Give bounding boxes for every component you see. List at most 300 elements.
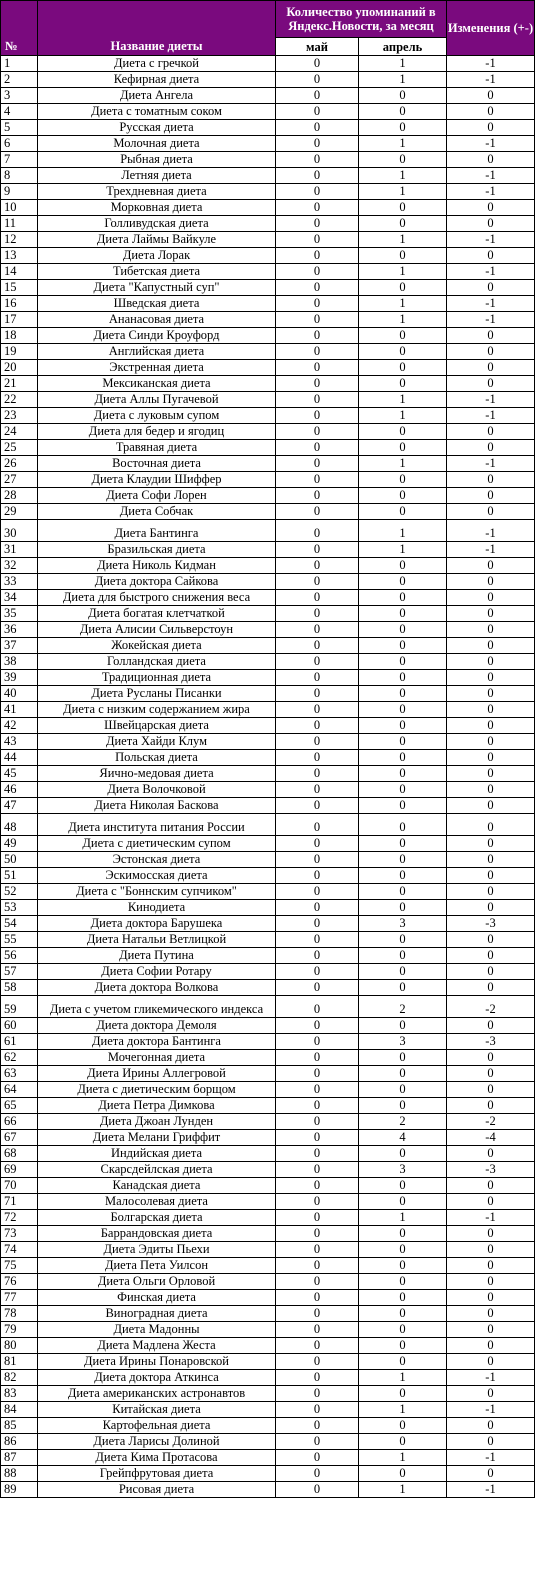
change-value: 0 bbox=[447, 718, 535, 734]
diet-name: Болгарская диета bbox=[38, 1210, 276, 1226]
row-number: 54 bbox=[1, 916, 38, 932]
diet-name: Диета американских астронавтов bbox=[38, 1386, 276, 1402]
april-count: 0 bbox=[359, 216, 447, 232]
change-value: -1 bbox=[447, 296, 535, 312]
april-count: 0 bbox=[359, 1178, 447, 1194]
table-row bbox=[1, 948, 535, 964]
table-row bbox=[1, 1146, 535, 1162]
table-row bbox=[1, 104, 535, 120]
may-count: 0 bbox=[276, 504, 359, 520]
change-value: 0 bbox=[447, 1178, 535, 1194]
table-row bbox=[1, 1386, 535, 1402]
april-count: 0 bbox=[359, 1018, 447, 1034]
table-row bbox=[1, 152, 535, 168]
table-row bbox=[1, 168, 535, 184]
april-count: 0 bbox=[359, 1274, 447, 1290]
april-count: 1 bbox=[359, 168, 447, 184]
table-row bbox=[1, 1082, 535, 1098]
row-number: 62 bbox=[1, 1050, 38, 1066]
table-row bbox=[1, 1258, 535, 1274]
diet-name: Трехдневная диета bbox=[38, 184, 276, 200]
table-row bbox=[1, 1434, 535, 1450]
change-value: -3 bbox=[447, 916, 535, 932]
table-row bbox=[1, 1114, 535, 1130]
table-row bbox=[1, 1274, 535, 1290]
may-count: 0 bbox=[276, 1418, 359, 1434]
may-count: 0 bbox=[276, 344, 359, 360]
may-count: 0 bbox=[276, 622, 359, 638]
april-count: 1 bbox=[359, 72, 447, 88]
change-value: 0 bbox=[447, 750, 535, 766]
may-count: 0 bbox=[276, 216, 359, 232]
row-number: 69 bbox=[1, 1162, 38, 1178]
change-value: -1 bbox=[447, 312, 535, 328]
change-value: 0 bbox=[447, 1434, 535, 1450]
may-count: 0 bbox=[276, 1242, 359, 1258]
row-number: 79 bbox=[1, 1322, 38, 1338]
april-count: 0 bbox=[359, 1098, 447, 1114]
change-value: 0 bbox=[447, 488, 535, 504]
change-value: 0 bbox=[447, 932, 535, 948]
change-value: -1 bbox=[447, 72, 535, 88]
may-count: 0 bbox=[276, 248, 359, 264]
april-count: 0 bbox=[359, 932, 447, 948]
change-value: 0 bbox=[447, 504, 535, 520]
row-number: 34 bbox=[1, 590, 38, 606]
table-row bbox=[1, 1018, 535, 1034]
diet-name: Эскимосская диета bbox=[38, 868, 276, 884]
table-row bbox=[1, 1418, 535, 1434]
row-number: 25 bbox=[1, 440, 38, 456]
change-value: 0 bbox=[447, 798, 535, 814]
row-number: 86 bbox=[1, 1434, 38, 1450]
row-number: 55 bbox=[1, 932, 38, 948]
april-count: 0 bbox=[359, 884, 447, 900]
april-count: 0 bbox=[359, 1066, 447, 1082]
row-number: 22 bbox=[1, 392, 38, 408]
april-count: 1 bbox=[359, 1450, 447, 1466]
row-number: 31 bbox=[1, 542, 38, 558]
row-number: 72 bbox=[1, 1210, 38, 1226]
row-number: 58 bbox=[1, 980, 38, 996]
change-value: 0 bbox=[447, 1098, 535, 1114]
change-value: -1 bbox=[447, 520, 535, 542]
may-count: 0 bbox=[276, 424, 359, 440]
table-row bbox=[1, 136, 535, 152]
diet-name: Диета богатая клетчаткой bbox=[38, 606, 276, 622]
may-count: 0 bbox=[276, 1434, 359, 1450]
table-row bbox=[1, 782, 535, 798]
table-row bbox=[1, 702, 535, 718]
diet-name: Диета доктора Демоля bbox=[38, 1018, 276, 1034]
april-count: 0 bbox=[359, 152, 447, 168]
table-row bbox=[1, 638, 535, 654]
diet-name: Индийская диета bbox=[38, 1146, 276, 1162]
diet-name: Эстонская диета bbox=[38, 852, 276, 868]
row-number: 1 bbox=[1, 56, 38, 72]
diet-name: Шведская диета bbox=[38, 296, 276, 312]
diet-name: Морковная диета bbox=[38, 200, 276, 216]
may-count: 0 bbox=[276, 1210, 359, 1226]
may-count: 0 bbox=[276, 1162, 359, 1178]
table-body bbox=[1, 56, 535, 1498]
may-count: 0 bbox=[276, 574, 359, 590]
diet-name: Диета с гречкой bbox=[38, 56, 276, 72]
april-count: 0 bbox=[359, 718, 447, 734]
may-count: 0 bbox=[276, 734, 359, 750]
april-count: 0 bbox=[359, 622, 447, 638]
table-row bbox=[1, 718, 535, 734]
april-count: 1 bbox=[359, 264, 447, 280]
change-value: -3 bbox=[447, 1162, 535, 1178]
may-count: 0 bbox=[276, 312, 359, 328]
change-value: 0 bbox=[447, 814, 535, 836]
table-row bbox=[1, 996, 535, 1018]
diet-name: Диета доктора Барушека bbox=[38, 916, 276, 932]
april-count: 0 bbox=[359, 606, 447, 622]
change-value: -1 bbox=[447, 1370, 535, 1386]
diet-name: Диета Кима Протасова bbox=[38, 1450, 276, 1466]
diet-name: Яично-медовая диета bbox=[38, 766, 276, 782]
row-number: 78 bbox=[1, 1306, 38, 1322]
diet-name: Диета Синди Кроуфорд bbox=[38, 328, 276, 344]
table-row bbox=[1, 56, 535, 72]
may-count: 0 bbox=[276, 1018, 359, 1034]
table-row bbox=[1, 424, 535, 440]
change-value: 0 bbox=[447, 248, 535, 264]
table-row bbox=[1, 328, 535, 344]
may-count: 0 bbox=[276, 1098, 359, 1114]
table-row bbox=[1, 1466, 535, 1482]
april-count: 4 bbox=[359, 1130, 447, 1146]
header-mentions-group: Количество упоминаний в Яндекс.Новости, за месяц bbox=[276, 1, 447, 38]
change-value: 0 bbox=[447, 702, 535, 718]
change-value: 0 bbox=[447, 1194, 535, 1210]
diet-name: Тибетская диета bbox=[38, 264, 276, 280]
change-value: 0 bbox=[447, 200, 535, 216]
april-count: 0 bbox=[359, 440, 447, 456]
diet-name: Молочная диета bbox=[38, 136, 276, 152]
table-row bbox=[1, 1050, 535, 1066]
april-count: 1 bbox=[359, 184, 447, 200]
row-number: 87 bbox=[1, 1450, 38, 1466]
april-count: 0 bbox=[359, 360, 447, 376]
row-number: 60 bbox=[1, 1018, 38, 1034]
row-number: 74 bbox=[1, 1242, 38, 1258]
may-count: 0 bbox=[276, 328, 359, 344]
may-count: 0 bbox=[276, 280, 359, 296]
row-number: 24 bbox=[1, 424, 38, 440]
row-number: 12 bbox=[1, 232, 38, 248]
table-row bbox=[1, 590, 535, 606]
diet-name: Диета Ирины Понаровской bbox=[38, 1354, 276, 1370]
may-count: 0 bbox=[276, 120, 359, 136]
table-row bbox=[1, 1306, 535, 1322]
diet-name: Диета Волочковой bbox=[38, 782, 276, 798]
april-count: 0 bbox=[359, 280, 447, 296]
table-row bbox=[1, 472, 535, 488]
header-diet-name: Название диеты bbox=[38, 1, 276, 56]
april-count: 1 bbox=[359, 542, 447, 558]
change-value: 0 bbox=[447, 344, 535, 360]
table-row bbox=[1, 686, 535, 702]
april-count: 2 bbox=[359, 996, 447, 1018]
may-count: 0 bbox=[276, 1402, 359, 1418]
may-count: 0 bbox=[276, 56, 359, 72]
diet-name: Польская диета bbox=[38, 750, 276, 766]
table-row bbox=[1, 900, 535, 916]
table-row bbox=[1, 750, 535, 766]
row-number: 36 bbox=[1, 622, 38, 638]
diet-name: Швейцарская диета bbox=[38, 718, 276, 734]
diet-name: Диета с диетическим борщом bbox=[38, 1082, 276, 1098]
diet-name: Голливудская диета bbox=[38, 216, 276, 232]
row-number: 17 bbox=[1, 312, 38, 328]
table-row bbox=[1, 1338, 535, 1354]
april-count: 0 bbox=[359, 344, 447, 360]
row-number: 66 bbox=[1, 1114, 38, 1130]
change-value: -1 bbox=[447, 392, 535, 408]
diet-name: Диета Лорак bbox=[38, 248, 276, 264]
may-count: 0 bbox=[276, 296, 359, 312]
diet-name: Диета Петра Димкова bbox=[38, 1098, 276, 1114]
diet-name: Китайская диета bbox=[38, 1402, 276, 1418]
row-number: 18 bbox=[1, 328, 38, 344]
april-count: 1 bbox=[359, 1210, 447, 1226]
diet-name: Канадская диета bbox=[38, 1178, 276, 1194]
row-number: 19 bbox=[1, 344, 38, 360]
change-value: 0 bbox=[447, 328, 535, 344]
diet-name: Скарсдейлская диета bbox=[38, 1162, 276, 1178]
diet-name: Диета Аллы Пугачевой bbox=[38, 392, 276, 408]
april-count: 1 bbox=[359, 1482, 447, 1498]
may-count: 0 bbox=[276, 782, 359, 798]
row-number: 64 bbox=[1, 1082, 38, 1098]
april-count: 0 bbox=[359, 670, 447, 686]
row-number: 73 bbox=[1, 1226, 38, 1242]
may-count: 0 bbox=[276, 590, 359, 606]
table-row bbox=[1, 1370, 535, 1386]
row-number: 23 bbox=[1, 408, 38, 424]
change-value: 0 bbox=[447, 670, 535, 686]
table-row bbox=[1, 734, 535, 750]
diet-name: Диета Ирины Аллегровой bbox=[38, 1066, 276, 1082]
diet-name: Рисовая диета bbox=[38, 1482, 276, 1498]
diet-name: Диета Путина bbox=[38, 948, 276, 964]
table-row bbox=[1, 558, 535, 574]
table-row bbox=[1, 542, 535, 558]
april-count: 0 bbox=[359, 1322, 447, 1338]
row-number: 52 bbox=[1, 884, 38, 900]
diet-name: Диета с диетическим супом bbox=[38, 836, 276, 852]
may-count: 0 bbox=[276, 152, 359, 168]
diet-name: Виноградная диета bbox=[38, 1306, 276, 1322]
diet-name: Мексиканская диета bbox=[38, 376, 276, 392]
diet-name: Диета доктора Аткинса bbox=[38, 1370, 276, 1386]
row-number: 38 bbox=[1, 654, 38, 670]
change-value: 0 bbox=[447, 376, 535, 392]
change-value: 0 bbox=[447, 852, 535, 868]
change-value: 0 bbox=[447, 884, 535, 900]
change-value: 0 bbox=[447, 964, 535, 980]
row-number: 48 bbox=[1, 814, 38, 836]
april-count: 1 bbox=[359, 408, 447, 424]
table-row bbox=[1, 1178, 535, 1194]
table-row bbox=[1, 884, 535, 900]
table-row bbox=[1, 798, 535, 814]
change-value: 0 bbox=[447, 1418, 535, 1434]
may-count: 0 bbox=[276, 1066, 359, 1082]
april-count: 1 bbox=[359, 1402, 447, 1418]
table-row bbox=[1, 670, 535, 686]
diet-name: Диета Софии Ротару bbox=[38, 964, 276, 980]
april-count: 0 bbox=[359, 852, 447, 868]
may-count: 0 bbox=[276, 232, 359, 248]
april-count: 1 bbox=[359, 1370, 447, 1386]
row-number: 57 bbox=[1, 964, 38, 980]
may-count: 0 bbox=[276, 1322, 359, 1338]
april-count: 0 bbox=[359, 88, 447, 104]
change-value: 0 bbox=[447, 734, 535, 750]
change-value: 0 bbox=[447, 360, 535, 376]
april-count: 1 bbox=[359, 232, 447, 248]
diet-name: Баррандовская диета bbox=[38, 1226, 276, 1242]
table-row bbox=[1, 964, 535, 980]
table-row bbox=[1, 232, 535, 248]
april-count: 0 bbox=[359, 574, 447, 590]
april-count: 0 bbox=[359, 1466, 447, 1482]
diet-name: Диета Ларисы Долиной bbox=[38, 1434, 276, 1450]
table-row bbox=[1, 408, 535, 424]
change-value: -1 bbox=[447, 1450, 535, 1466]
change-value: -1 bbox=[447, 232, 535, 248]
april-count: 1 bbox=[359, 56, 447, 72]
row-number: 76 bbox=[1, 1274, 38, 1290]
change-value: 0 bbox=[447, 606, 535, 622]
row-number: 20 bbox=[1, 360, 38, 376]
change-value: 0 bbox=[447, 440, 535, 456]
april-count: 3 bbox=[359, 1162, 447, 1178]
april-count: 0 bbox=[359, 488, 447, 504]
may-count: 0 bbox=[276, 1258, 359, 1274]
table-row bbox=[1, 1242, 535, 1258]
may-count: 0 bbox=[276, 360, 359, 376]
april-count: 0 bbox=[359, 1258, 447, 1274]
diet-name: Диета Русланы Писанки bbox=[38, 686, 276, 702]
row-number: 13 bbox=[1, 248, 38, 264]
april-count: 0 bbox=[359, 782, 447, 798]
table-row bbox=[1, 344, 535, 360]
row-number: 3 bbox=[1, 88, 38, 104]
change-value: -1 bbox=[447, 408, 535, 424]
may-count: 0 bbox=[276, 1354, 359, 1370]
row-number: 49 bbox=[1, 836, 38, 852]
change-value: 0 bbox=[447, 558, 535, 574]
table-row bbox=[1, 360, 535, 376]
april-count: 1 bbox=[359, 392, 447, 408]
may-count: 0 bbox=[276, 996, 359, 1018]
change-value: 0 bbox=[447, 280, 535, 296]
row-number: 81 bbox=[1, 1354, 38, 1370]
row-number: 63 bbox=[1, 1066, 38, 1082]
diet-name: Картофельная диета bbox=[38, 1418, 276, 1434]
diet-name: Диета Натальи Ветлицкой bbox=[38, 932, 276, 948]
diet-name: Диета Бантинга bbox=[38, 520, 276, 542]
change-value: 0 bbox=[447, 766, 535, 782]
diet-name: Диета Клаудии Шиффер bbox=[38, 472, 276, 488]
may-count: 0 bbox=[276, 1482, 359, 1498]
row-number: 68 bbox=[1, 1146, 38, 1162]
row-number: 21 bbox=[1, 376, 38, 392]
change-value: -1 bbox=[447, 56, 535, 72]
diet-name: Бразильская диета bbox=[38, 542, 276, 558]
change-value: 0 bbox=[447, 216, 535, 232]
may-count: 0 bbox=[276, 264, 359, 280]
change-value: 0 bbox=[447, 622, 535, 638]
diet-name: Диета Хайди Клум bbox=[38, 734, 276, 750]
table-row bbox=[1, 916, 535, 932]
diet-name: Диета Пета Уилсон bbox=[38, 1258, 276, 1274]
change-value: 0 bbox=[447, 1322, 535, 1338]
diet-name: Диета института питания России bbox=[38, 814, 276, 836]
diet-name: Диета Джоан Лунден bbox=[38, 1114, 276, 1130]
row-number: 65 bbox=[1, 1098, 38, 1114]
april-count: 0 bbox=[359, 868, 447, 884]
change-value: 0 bbox=[447, 104, 535, 120]
diet-name: Диета Ангела bbox=[38, 88, 276, 104]
row-number: 10 bbox=[1, 200, 38, 216]
change-value: 0 bbox=[447, 900, 535, 916]
april-count: 0 bbox=[359, 654, 447, 670]
april-count: 2 bbox=[359, 1114, 447, 1130]
may-count: 0 bbox=[276, 558, 359, 574]
row-number: 15 bbox=[1, 280, 38, 296]
may-count: 0 bbox=[276, 1274, 359, 1290]
row-number: 84 bbox=[1, 1402, 38, 1418]
april-count: 0 bbox=[359, 798, 447, 814]
change-value: 0 bbox=[447, 120, 535, 136]
change-value: -3 bbox=[447, 1034, 535, 1050]
may-count: 0 bbox=[276, 1146, 359, 1162]
may-count: 0 bbox=[276, 1306, 359, 1322]
diet-name: Травяная диета bbox=[38, 440, 276, 456]
may-count: 0 bbox=[276, 1226, 359, 1242]
may-count: 0 bbox=[276, 88, 359, 104]
april-count: 1 bbox=[359, 136, 447, 152]
table-row bbox=[1, 1130, 535, 1146]
row-number: 16 bbox=[1, 296, 38, 312]
table-row bbox=[1, 488, 535, 504]
change-value: -4 bbox=[447, 1130, 535, 1146]
diet-name: Диета "Капустный суп" bbox=[38, 280, 276, 296]
diet-name: Диета с "Боннским супчиком" bbox=[38, 884, 276, 900]
may-count: 0 bbox=[276, 488, 359, 504]
row-number: 80 bbox=[1, 1338, 38, 1354]
header-may: май bbox=[276, 38, 359, 56]
table-row bbox=[1, 216, 535, 232]
table-row bbox=[1, 1354, 535, 1370]
may-count: 0 bbox=[276, 1082, 359, 1098]
diet-name: Русская диета bbox=[38, 120, 276, 136]
row-number: 82 bbox=[1, 1370, 38, 1386]
header-change: Изменения (+-) bbox=[447, 1, 535, 56]
diet-name: Голландская диета bbox=[38, 654, 276, 670]
may-count: 0 bbox=[276, 1466, 359, 1482]
change-value: -1 bbox=[447, 1402, 535, 1418]
may-count: 0 bbox=[276, 948, 359, 964]
table-row bbox=[1, 280, 535, 296]
may-count: 0 bbox=[276, 472, 359, 488]
